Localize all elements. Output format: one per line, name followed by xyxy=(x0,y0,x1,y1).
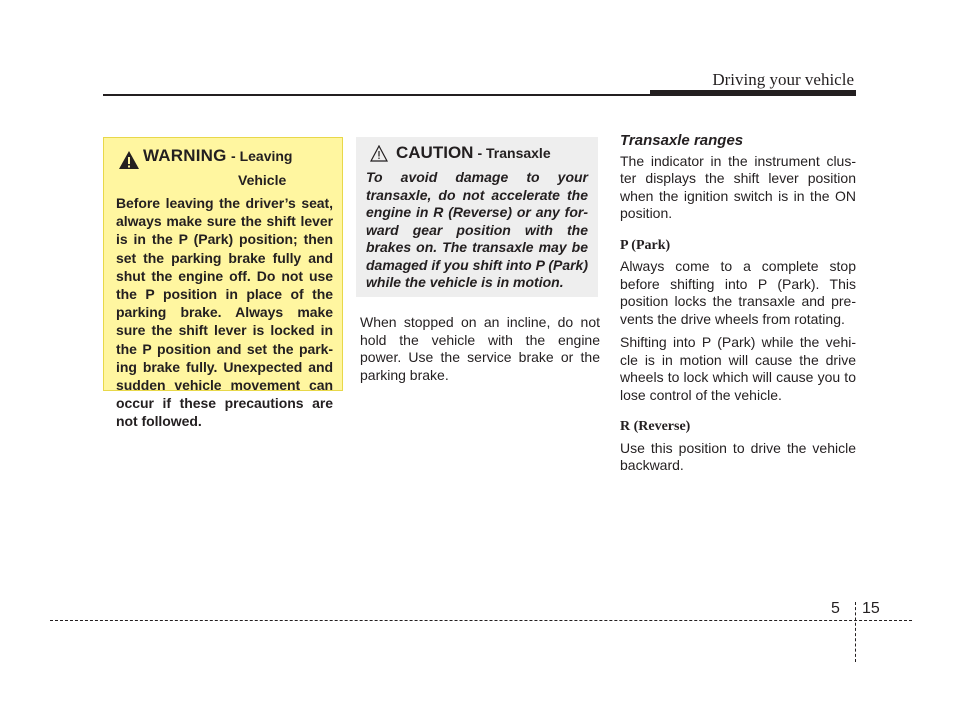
transaxle-ranges-title: Transaxle ranges xyxy=(620,132,744,149)
transaxle-intro: The indicator in the instrument clus- ter displays the shift lever position when the ignition switch is in the ON position. xyxy=(620,152,856,221)
park-paragraph-1: Always come to a complete stop before shifting into P (Park). This position locks the transaxle and pre- vents the drive wheels from rotating. xyxy=(620,258,856,327)
warning-box xyxy=(103,137,343,430)
warning-subtitle: - Leaving xyxy=(231,148,293,164)
caution-triangle-icon xyxy=(370,145,388,162)
warning-header xyxy=(116,146,333,170)
park-paragraph-2: Shifting into P (Park) while the vehi- cle is in motion will cause the drive wheels to lock which will cause you to lose control of the vehicle. xyxy=(620,334,856,403)
caution-subtitle: - Transaxle xyxy=(477,145,551,161)
chapter-number: 5 xyxy=(831,600,840,617)
page-number: 15 xyxy=(862,600,880,617)
park-heading: P (Park) xyxy=(620,237,671,253)
caution-label: CAUTION xyxy=(396,143,474,162)
reverse-paragraph: Use this position to drive the vehicle backward. xyxy=(620,439,856,473)
caution-header xyxy=(366,143,588,163)
caution-box xyxy=(356,137,598,297)
footer-divider xyxy=(855,602,856,662)
section-title: Driving your vehicle xyxy=(712,70,854,89)
warning-label: WARNING xyxy=(143,146,227,165)
incline-paragraph: When stopped on an incline, do not hold the vehicle with the engine power. Use the service brake or the parking brake. xyxy=(360,314,600,383)
header-accent-bar xyxy=(650,90,856,95)
warning-body: Before leaving the driver’s seat, always make sure the shift lever is in the P (Park) position; then set the parking brake fully and shut the engine off. Do not use the P position in place of the parking brake. Always make sure the shift lever is locked in the P position and set the park- ing brake fully. Unexpected and sudden vehicle movement can occur if these precautions are not followed. xyxy=(116,195,333,430)
caution-body: To avoid damage to your transaxle, do not accelerate the engine in R (Reverse) or any for- ward gear position with the brakes on. The transaxle may be damaged if you shift into P (Park) while the vehicle is in motion. xyxy=(366,169,588,290)
footer-rule xyxy=(50,620,912,621)
warning-triangle-icon xyxy=(118,150,140,170)
reverse-heading: R (Reverse) xyxy=(620,419,691,434)
warning-subtitle-line2: Vehicle xyxy=(238,172,287,188)
warning-title xyxy=(143,146,292,166)
transaxle-ranges-section xyxy=(620,132,856,481)
